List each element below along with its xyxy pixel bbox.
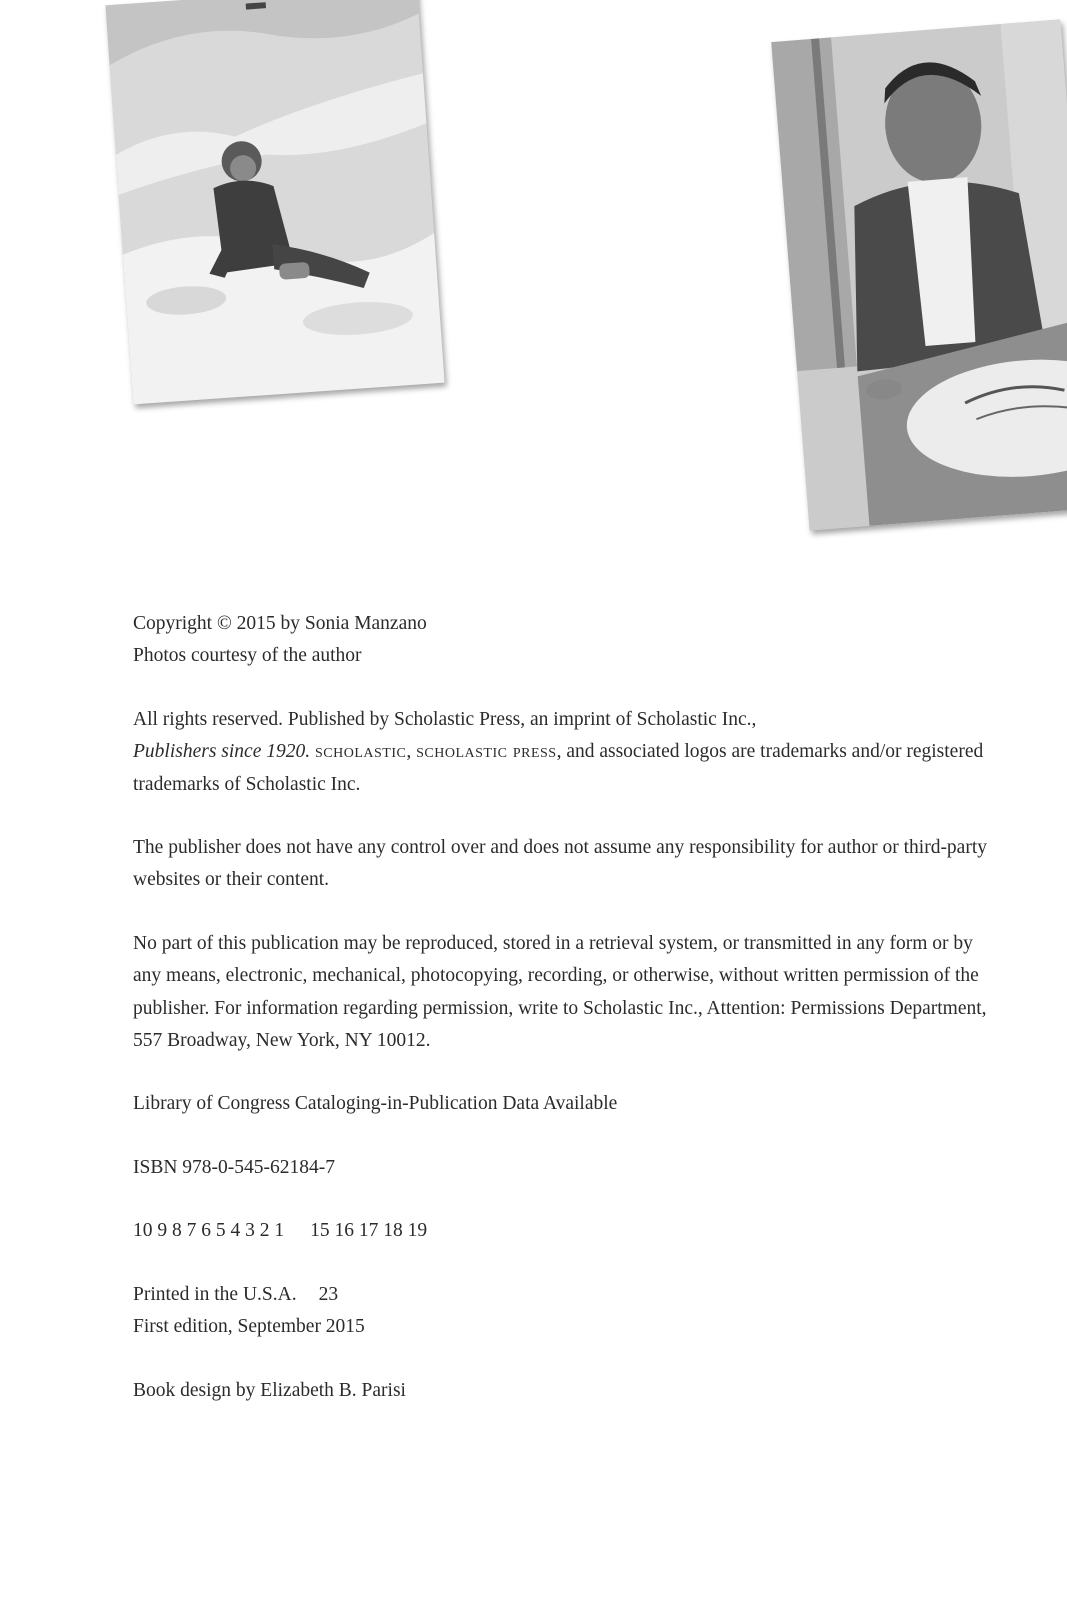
rights-tail: , and associated logos are trademarks and/or registered trademarks of Scholastic Inc. bbox=[133, 741, 984, 795]
trademark-scholastic-press: scholastic press bbox=[416, 741, 557, 763]
publishers-since: Publishers since 1920. bbox=[133, 741, 311, 763]
photo-boy-with-cake bbox=[771, 19, 1067, 530]
disclaimer-paragraph: The publisher does not have any control over and does not assume any responsibility for author or third-party websites or their content. bbox=[133, 837, 988, 891]
rights-lead: All rights reserved. Published by Scholastic Press, an imprint of Scholastic Inc., bbox=[133, 708, 757, 730]
printed-place: Printed in the U.S.A. bbox=[133, 1283, 297, 1305]
reproduction-paragraph: No part of this publication may be reproduced, stored in a retrieval system, or transmitted in any form or by any means, electronic, mechanical, photocopying, recording, or otherwise, without written permission of the publisher. For information regarding permission, write to Scholastic Inc., Attention: Permissions Department, 557 Broadway, New York, NY 10012. bbox=[133, 932, 987, 1052]
trademark-separator: , bbox=[406, 741, 412, 763]
isbn-line: ISBN 978-0-545-62184-7 bbox=[133, 1156, 336, 1178]
photo-child-in-snow bbox=[105, 0, 444, 404]
photo-credit-line: Photos courtesy of the author bbox=[133, 645, 362, 667]
copyright-section bbox=[133, 608, 993, 673]
printing-years: 15 16 17 18 19 bbox=[310, 1220, 428, 1242]
trademark-scholastic: scholastic bbox=[314, 741, 407, 763]
printing-line bbox=[133, 1215, 993, 1247]
birthday-scene-image bbox=[771, 19, 1067, 530]
printing-numbers: 10 9 8 7 6 5 4 3 2 1 bbox=[133, 1220, 285, 1242]
edition-line: First edition, September 2015 bbox=[133, 1316, 365, 1338]
design-credit: Book design by Elizabeth B. Parisi bbox=[133, 1379, 406, 1401]
rights-paragraph bbox=[133, 704, 993, 801]
copyright-text-block bbox=[133, 608, 993, 1407]
copyright-line: Copyright © 2015 by Sonia Manzano bbox=[133, 613, 427, 634]
snow-scene-image bbox=[105, 0, 444, 404]
printed-code: 23 bbox=[318, 1283, 339, 1305]
cataloging-line: Library of Congress Cataloging-in-Publication Data Available bbox=[133, 1093, 618, 1115]
printed-section bbox=[133, 1279, 993, 1344]
